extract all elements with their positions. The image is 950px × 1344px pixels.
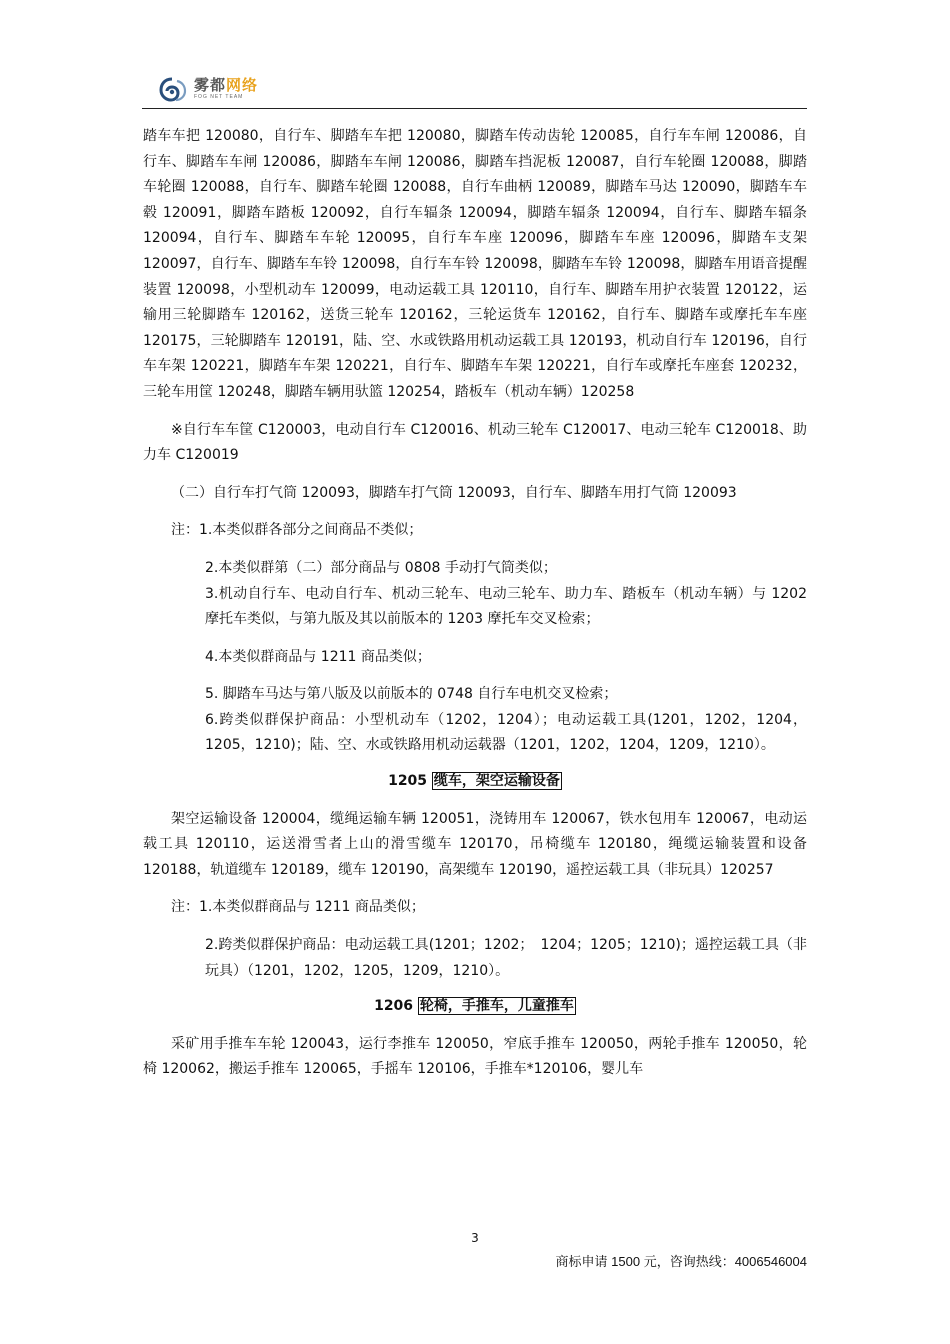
logo-mark-icon bbox=[158, 76, 188, 102]
section-1205-note-2: 2.跨类似群保护商品：电动运载工具(1201；1202； 1204；1205；1210)；遥控运载工具（非玩具）（1201，1202，1205，1209，1210）。 bbox=[205, 937, 807, 979]
note-item-3: 3.机动自行车、电动自行车、机动三轮车、电动三轮车、助力车、踏板车（机动车辆）与 1202 摩托车类似，与第九版及其以前版本的 1203 摩托车交叉检索； bbox=[205, 585, 807, 628]
paragraph-continued-list: 踏车车把 120080，自行车、脚踏车车把 120080，脚踏车传动齿轮 120085，自行车车闸 120086，自行车、脚踏车车闸 120086，脚踏车车闸 120086，脚踏车挡泥板 120087，自行车轮圈 120088，脚踏车轮圈 120088，自行车、脚踏车轮圈 120088，自行车曲柄 120089，脚踏车马达 120090，脚踏车车毂 120091，脚踏车踏板 120092，自行车辐条 120094，脚踏车辐条 120094，自行车、脚踏车辐条 120094，自行车、脚踏车车轮 120095，自行车车座 120096，脚踏车车座 120096，脚踏车支架 120097，自行车、脚踏车车铃 120098，自行车车铃 120098，脚踏车车铃 120098，脚踏车用语音提醒装置 120098，小型机动车 120099，电动运载工具 120110，自行车、脚踏车用护衣装置 120122，运输用三轮脚踏车 120162，送货三轮车 120162，三轮运货车 120162，自行车、脚踏车或摩托车车座 120175，三轮脚踏车 120191，陆、空、水或铁路用机动运载工具 120193，机动自行车 120196，自行车车架 120221，脚踏车车架 120221，自行车、脚踏车车架 120221，自行车或摩托车座套 120232，三轮车用筐 120248，脚踏车辆用驮篮 120254，踏板车（机动车辆）120258 bbox=[143, 128, 807, 400]
page-number: 3 bbox=[471, 1231, 479, 1245]
header-divider bbox=[142, 108, 807, 109]
section-1205-note-1: 注：1.本类似群商品与 1211 商品类似； bbox=[171, 899, 425, 916]
section-title-1206: 轮椅，手推车，儿童推车 bbox=[419, 998, 574, 1015]
note-item-6: 6.跨类似群保护商品：小型机动车（1202，1204）；电动运载工具(1201，1202，1204，1205，1210)；陆、空、水或铁路用机动运载器（1201，1202，1204，1209，1210）。 bbox=[205, 711, 807, 754]
section-heading-1205 bbox=[143, 769, 807, 795]
note-item-4: 4.本类似群商品与 1211 商品类似； bbox=[205, 648, 431, 665]
footer-contact-note: 商标申请 1500 元，咨询热线：4006546004 bbox=[555, 1254, 807, 1269]
note-item-5: 5. 脚踏车马达与第八版及以前版本的 0748 自行车电机交叉检索； bbox=[205, 686, 618, 703]
header-logo bbox=[158, 76, 258, 102]
section-heading-1206 bbox=[143, 994, 807, 1020]
section-code-1205: 1205 bbox=[388, 773, 428, 790]
logo-name-part2: 网络 bbox=[226, 76, 259, 94]
paragraph-part-two: （二）自行车打气筒 120093，脚踏车打气筒 120093，自行车、脚踏车用打气筒 120093 bbox=[171, 484, 737, 501]
section-title-1205: 缆车，架空运输设备 bbox=[433, 773, 560, 790]
document-body bbox=[143, 124, 807, 1083]
note-item-2: 2.本类似群第（二）部分商品与 0808 手动打气筒类似； bbox=[205, 559, 557, 576]
logo-subtitle: FOG NET TEAM bbox=[194, 94, 244, 100]
section-body-1206: 采矿用手推车车轮 120043，运行李推车 120050，窄底手推车 120050，两轮手推车 120050，轮椅 120062，搬运手推车 120065，手摇车 120106，手推车*120106，婴儿车 bbox=[143, 1035, 807, 1078]
paragraph-c-items: ※自行车车筐 C120003，电动自行车 C120016、机动三轮车 C120017、电动三轮车 C120018、助力车 C120019 bbox=[143, 421, 807, 464]
section-body-1205: 架空运输设备 120004，缆绳运输车辆 120051，浇铸用车 120067，铁水包用车 120067，电动运载工具 120110，运送滑雪者上山的滑雪缆车 120170，吊椅缆车 120180，绳缆运输装置和设备 120188，轨道缆车 120189，缆车 120190，高架缆车 120190，遥控运载工具（非玩具）120257 bbox=[143, 810, 807, 878]
logo-name bbox=[194, 78, 258, 93]
logo-name-part1: 雾都 bbox=[194, 76, 227, 94]
note-item-1: 注：1.本类似群各部分之间商品不类似； bbox=[171, 522, 423, 539]
section-code-1206: 1206 bbox=[374, 998, 414, 1015]
